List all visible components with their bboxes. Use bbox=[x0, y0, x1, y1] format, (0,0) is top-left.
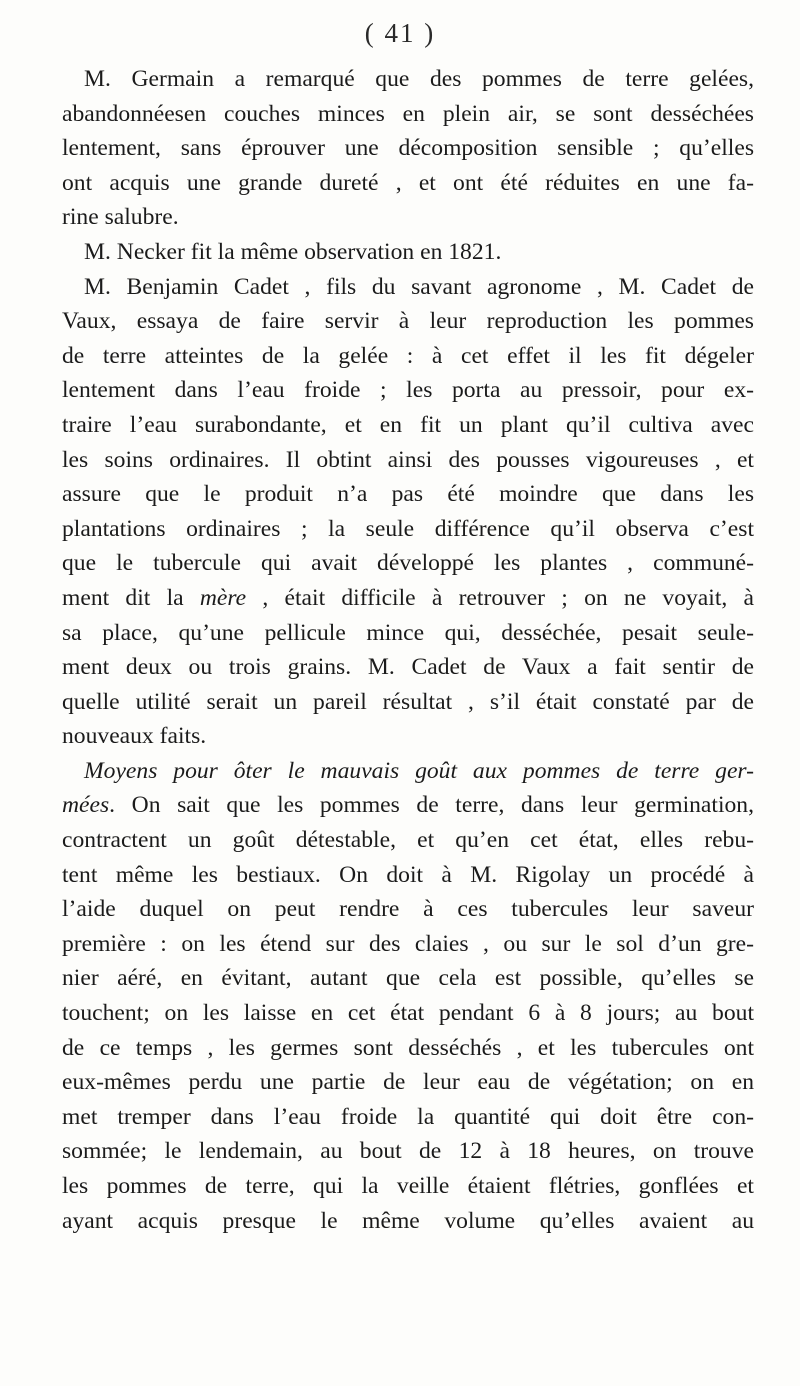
text-line bbox=[62, 339, 754, 374]
text-line bbox=[62, 961, 754, 996]
line-text: touchent; on les laisse en cet état pendant 6 à 8 jours; au bout bbox=[62, 1000, 754, 1027]
line-text: nouveaux faits. bbox=[62, 723, 207, 750]
paragraph bbox=[62, 62, 754, 235]
line-text: contractent un goût détestable, et qu’en cet état, elles rebu- bbox=[62, 827, 754, 854]
line-text: nier aéré, en évitant, autant que cela est possible, qu’elles se bbox=[62, 965, 754, 992]
line-text: les pommes de terre, qui la veille étaient flétries, gonflées et bbox=[62, 1173, 754, 1199]
text-line bbox=[62, 200, 754, 235]
line-text: de ce temps , les germes sont desséchés , et les tubercules ont bbox=[62, 1034, 754, 1061]
line-text: abandonnéesen couches minces en plein air, se sont desséchées bbox=[62, 100, 754, 127]
text-line bbox=[62, 304, 754, 339]
text-line bbox=[62, 788, 754, 823]
italic-text: Moyens pour ôter le mauvais goût aux pommes de terre ger- bbox=[84, 757, 754, 784]
text-line bbox=[62, 1169, 754, 1204]
text-line bbox=[62, 1134, 754, 1169]
line-text: traire l’eau surabondante, et en fit un plant qu’il cultiva avec bbox=[62, 411, 754, 438]
text-line bbox=[62, 408, 754, 443]
line-text: rine salubre. bbox=[62, 204, 179, 231]
line-text: M. Necker fit la même observation en 1821. bbox=[84, 238, 502, 265]
text-line bbox=[62, 1204, 754, 1239]
line-text: lentement, sans éprouver une décomposition sensible ; qu’elles bbox=[62, 135, 754, 162]
paragraph bbox=[62, 754, 754, 1238]
text-line bbox=[62, 650, 754, 685]
text-line bbox=[62, 62, 754, 97]
paragraph bbox=[62, 235, 754, 270]
line-text: plantations ordinaires ; la seule différence qu’il observa c’est bbox=[62, 515, 754, 542]
text-line bbox=[62, 858, 754, 893]
line-text: sommée; le lendemain, au bout de 12 à 18 heures, on trouve bbox=[62, 1138, 754, 1165]
text-line bbox=[62, 477, 754, 512]
line-text: Vaux, essaya de faire servir à leur reproduction les pommes bbox=[62, 308, 754, 335]
line-text: eux-mêmes perdu une partie de leur eau de végétation; on en bbox=[62, 1069, 754, 1096]
text-line bbox=[62, 443, 754, 478]
text-line bbox=[62, 270, 754, 305]
line-text: ont acquis une grande dureté , et ont été réduites en une fa- bbox=[62, 169, 754, 196]
line-text: M. Benjamin Cadet , fils du savant agronome , M. Cadet de bbox=[84, 273, 754, 300]
line-text: tent même les bestiaux. On doit à M. Rigolay un procédé à bbox=[62, 861, 754, 888]
line-text: M. Germain a remarqué que des pommes de terre gelées, bbox=[84, 66, 754, 92]
text-line bbox=[62, 546, 754, 581]
text-line bbox=[62, 1100, 754, 1135]
page-body-text bbox=[62, 62, 754, 1238]
line-text: sa place, qu’une pellicule mince qui, desséchée, pesait seule- bbox=[62, 619, 754, 646]
text-line bbox=[62, 892, 754, 927]
text-line bbox=[62, 754, 754, 789]
text-line bbox=[62, 512, 754, 547]
paragraph bbox=[62, 270, 754, 754]
text-line bbox=[62, 373, 754, 408]
text-line bbox=[62, 1031, 754, 1066]
line-text: de terre atteintes de la gelée : à cet effet il les fit dégeler bbox=[62, 342, 754, 369]
text-line bbox=[62, 823, 754, 858]
italic-text: mées bbox=[62, 792, 110, 819]
line-text: quelle utilité serait un pareil résultat , s’il était constaté par de bbox=[62, 688, 754, 715]
italic-text: mère bbox=[199, 584, 247, 611]
line-text: ment deux ou trois grains. M. Cadet de Vaux a fait sentir de bbox=[62, 654, 754, 681]
text-line bbox=[62, 1065, 754, 1100]
line-text: . On sait que les pommes de terre, dans leur germination, bbox=[109, 792, 754, 819]
line-text: les soins ordinaires. Il obtint ainsi des pousses vigoureuses , et bbox=[62, 446, 754, 473]
line-text: que le tubercule qui avait développé les plantes , communé- bbox=[62, 550, 754, 577]
line-text: , était difficile à retrouver ; on ne voyait, à bbox=[246, 584, 754, 611]
line-text: lentement dans l’eau froide ; les porta au pressoir, pour ex- bbox=[62, 377, 754, 404]
text-line bbox=[62, 719, 754, 754]
line-text: ayant acquis presque le même volume qu’elles avaient au bbox=[62, 1207, 754, 1234]
text-line bbox=[62, 235, 754, 270]
line-text: ment dit la bbox=[62, 584, 200, 611]
line-text: met tremper dans l’eau froide la quantité qui doit être con- bbox=[62, 1103, 754, 1130]
line-text: l’aide duquel on peut rendre à ces tubercules leur saveur bbox=[62, 896, 754, 923]
text-line bbox=[62, 996, 754, 1031]
text-line bbox=[62, 166, 754, 201]
page-number: ( 41 ) bbox=[364, 18, 436, 48]
line-text: première : on les étend sur des claies , ou sur le sol d’un gre- bbox=[62, 930, 754, 957]
line-text: assure que le produit n’a pas été moindre que dans les bbox=[62, 481, 754, 508]
text-line bbox=[62, 97, 754, 132]
text-line bbox=[62, 616, 754, 651]
text-line bbox=[62, 927, 754, 962]
text-line bbox=[62, 581, 754, 616]
text-line bbox=[62, 685, 754, 720]
text-line bbox=[62, 131, 754, 166]
